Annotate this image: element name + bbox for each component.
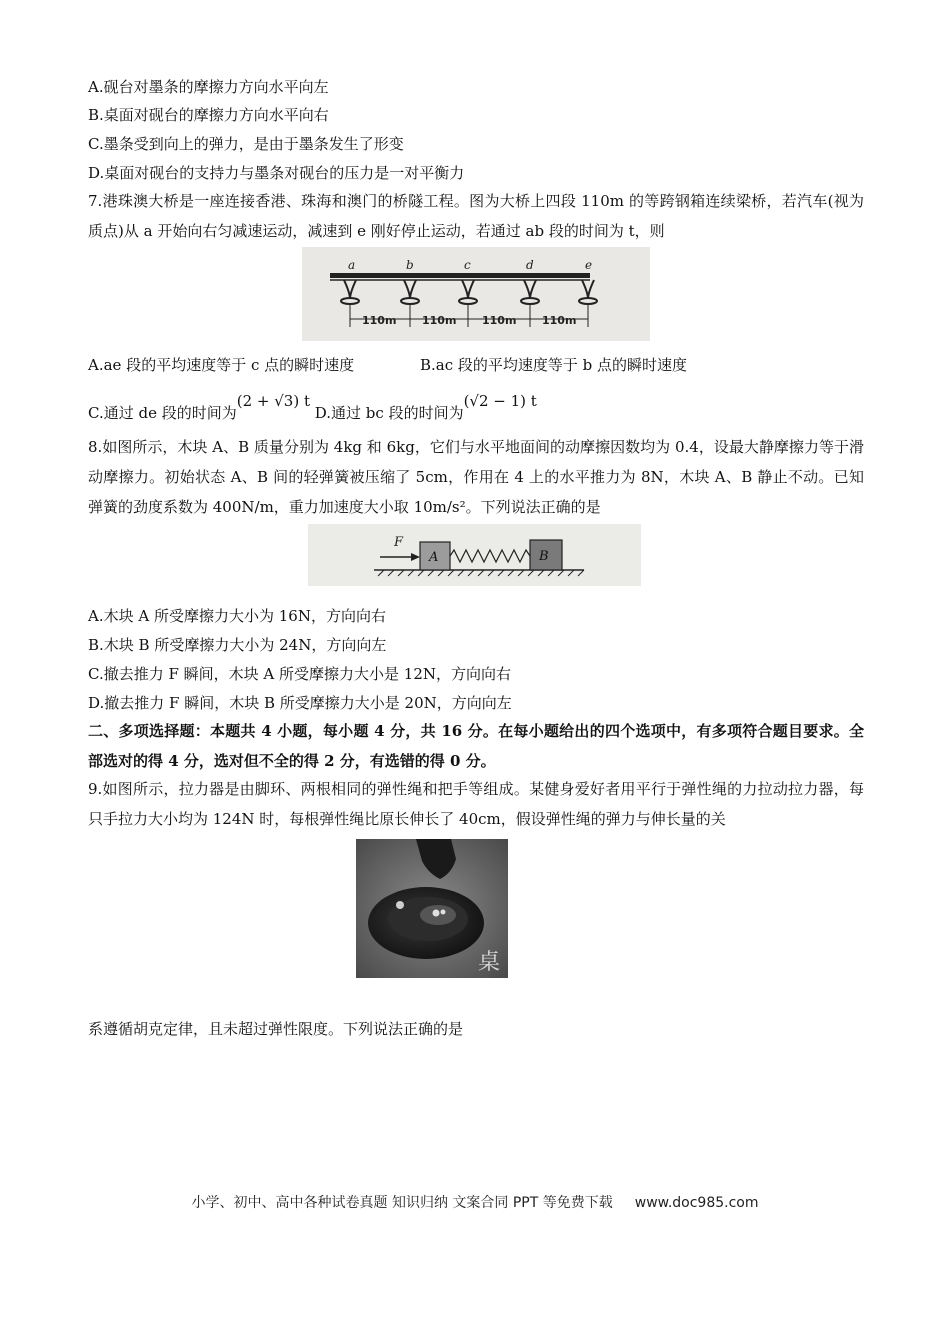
q7-option-a: A.ae 段的平均速度等于 c 点的瞬时速度 bbox=[88, 356, 355, 374]
footer-text: 小学、初中、高中各种试卷真题 知识归纳 文案合同 PPT 等免费下载 bbox=[191, 1195, 613, 1211]
bridge-diagram bbox=[302, 247, 650, 341]
label-point-c: c bbox=[464, 258, 471, 272]
label-span-cd: 110m bbox=[482, 314, 517, 327]
inkstone-photo bbox=[356, 839, 508, 978]
q6-option-b: B.桌面对砚台的摩擦力方向水平向右 bbox=[88, 106, 329, 124]
q8-option-c: C.撤去推力 F 瞬间，木块 A 所受摩擦力大小是 12N，方向向右 bbox=[88, 665, 512, 683]
q7-option-d-prefix: D.通过 bc 段的时间为 bbox=[314, 404, 464, 422]
q7-options-row-2 bbox=[88, 392, 864, 423]
q8-option-b: B.木块 B 所受摩擦力大小为 24N，方向向左 bbox=[88, 636, 387, 654]
q7-options-row-1 bbox=[88, 354, 864, 375]
label-span-ab: 110m bbox=[362, 314, 397, 327]
q7-option-b: B.ac 段的平均速度等于 b 点的瞬时速度 bbox=[420, 356, 688, 374]
q9-stem: 9.如图所示，拉力器是由脚环、两根相同的弹性绳和把手等组成。某健身爱好者用平行于弹性绳的力拉动拉力器，每只手拉力大小均为 124N 时，每根弹性绳比原长伸长了 40cm，假设弹性绳的弹力与伸长量的关 bbox=[88, 780, 864, 828]
q7-option-c-expression: (2 + √3) t bbox=[236, 392, 310, 410]
label-span-de: 110m bbox=[542, 314, 577, 327]
spring-blocks-figure bbox=[308, 524, 641, 586]
page-footer bbox=[0, 1192, 950, 1212]
section-2-heading: 二、多项选择题：本题共 4 小题，每小题 4 分，共 16 分。在每小题给出的四个选项中，有多项符合题目要求。全部选对的得 4 分，选对但不全的得 2 分，有选错的得 0 分。 bbox=[88, 722, 864, 770]
spring-blocks-diagram bbox=[308, 524, 641, 586]
label-point-e: e bbox=[585, 258, 593, 272]
q7-option-d-expression: (√2 − 1) t bbox=[463, 392, 537, 410]
q6-option-d: D.桌面对砚台的支持力与墨条对砚台的压力是一对平衡力 bbox=[88, 164, 465, 182]
q6-option-a: A.砚台对墨条的摩擦力方向水平向左 bbox=[88, 78, 329, 96]
bridge-figure bbox=[302, 247, 650, 341]
q7-stem: 7.港珠澳大桥是一座连接香港、珠海和澳门的桥隧工程。图为大桥上四段 110m 的等跨钢箱连续梁桥，若汽车(视为质点)从 a 开始向右匀减速运动，减速到 e 刚好停止运动，若通过 ab 段的时间为 t，则 bbox=[88, 192, 864, 240]
label-span-bc: 110m bbox=[422, 314, 457, 327]
footer-url[interactable]: www.doc985.com bbox=[634, 1195, 759, 1211]
q7-option-c-prefix: C.通过 de 段的时间为 bbox=[88, 404, 237, 422]
label-point-b: b bbox=[406, 258, 414, 272]
q9-stem-continuation: 系遵循胡克定律，且未超过弹性限度。下列说法正确的是 bbox=[88, 1020, 464, 1038]
inkstone-photo-drawing bbox=[356, 839, 508, 978]
photo-caption-char: 桌 bbox=[478, 950, 501, 975]
label-block-b: B bbox=[539, 549, 549, 564]
label-block-a: A bbox=[429, 550, 439, 565]
label-point-a: a bbox=[348, 258, 356, 272]
label-point-d: d bbox=[526, 258, 534, 272]
q8-option-d: D.撤去推力 F 瞬间，木块 B 所受摩擦力大小是 20N，方向向左 bbox=[88, 694, 512, 712]
q8-stem: 8.如图所示，木块 A、B 质量分别为 4kg 和 6kg，它们与水平地面间的动摩擦因数均为 0.4，设最大静摩擦力等于滑动摩擦力。初始状态 A、B 间的轻弹簧被压缩了 5cm，作用在 4 上的水平推力为 8N，木块 A、B 静止不动。已知弹簧的劲度系数为 400N/m，重力加速度大小取 10m/s²。下列说法正确的是 bbox=[88, 438, 864, 516]
label-force-f: F bbox=[394, 535, 404, 550]
q8-option-a: A.木块 A 所受摩擦力大小为 16N，方向向右 bbox=[88, 607, 386, 625]
q6-option-c: C.墨条受到向上的弹力，是由于墨条发生了形变 bbox=[88, 135, 404, 153]
